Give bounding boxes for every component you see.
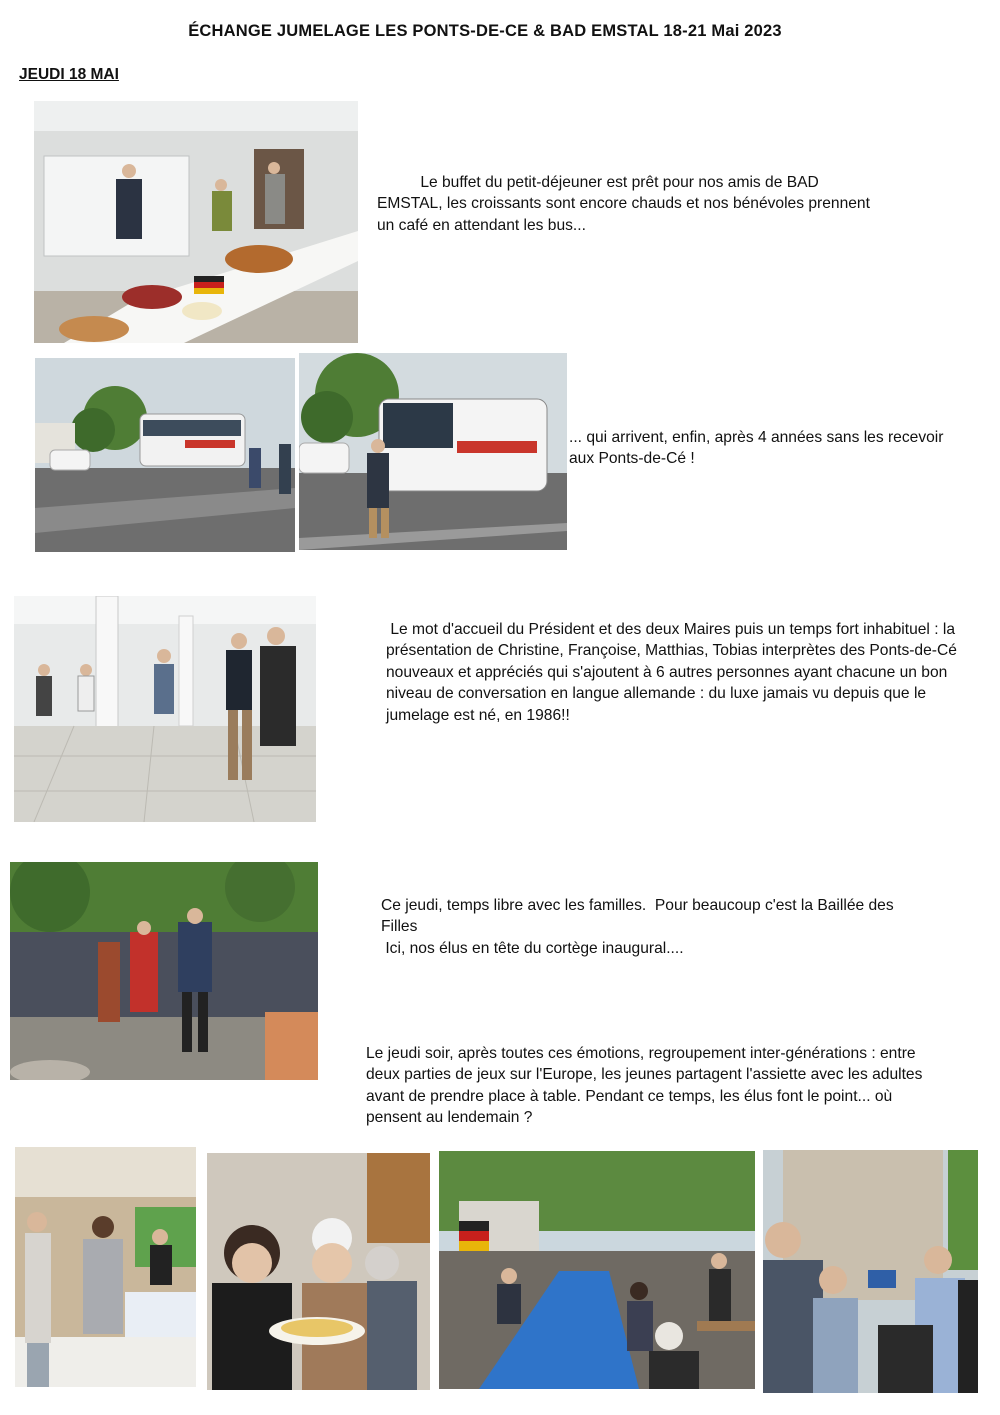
photo-bus-arriving [35,358,295,552]
caption-evening: Le jeudi soir, après toutes ces émotions, regroupement inter-générations : entre deux parties de jeux sur l'Europe, les jeunes partagent l'assiette avec les adultes avant de prendre place à table. Pendant ce temps, les élus font le point... où pensent au lendemain ? [366,1045,927,1127]
photo-welcome-hall [14,596,316,822]
photo-bus-closeup [299,353,567,550]
caption-free-time: Ce jeudi, temps libre avec les familles. Pour beaucoup c'est la Baillée des Filles Ici, nos élus en tête du cortège inaugural.... [381,897,894,957]
caption-arrival: ... qui arrivent, enfin, après 4 années sans les recevoir aux Ponts-de-Cé ! [569,429,948,468]
photo-officials-talking [763,1150,978,1393]
day-heading: JEUDI 18 MAI [19,66,119,83]
photo-games-europe [15,1147,196,1387]
caption-welcome: Le mot d'accueil du Président et des deux Maires puis un temps fort inhabituel : la présentation de Christine, Françoise, Matthias, Tobias interprètes des Ponts-de-Cé nouveaux et appréciés qui s'ajoutent à 6 autres personnes ayant chacune un bon niveau de conversation en langue allemande : du luxe jamais vu depuis que le jumelage est né, en 1986!! [386,621,962,724]
page-title: ÉCHANGE JUMELAGE LES PONTS-DE-CE & BAD EMSTAL 18-21 Mai 2023 [188,22,782,40]
caption-breakfast: Le buffet du petit-déjeuner est prêt pour nos amis de BAD EMSTAL, les croissants sont encore chauds et nos bénévoles prennent un café en attendant les bus... [377,174,875,234]
photo-sharing-plate [207,1153,430,1390]
photo-breakfast-buffet [34,101,358,343]
photo-procession [10,862,318,1080]
photo-dinner-table [439,1151,755,1389]
